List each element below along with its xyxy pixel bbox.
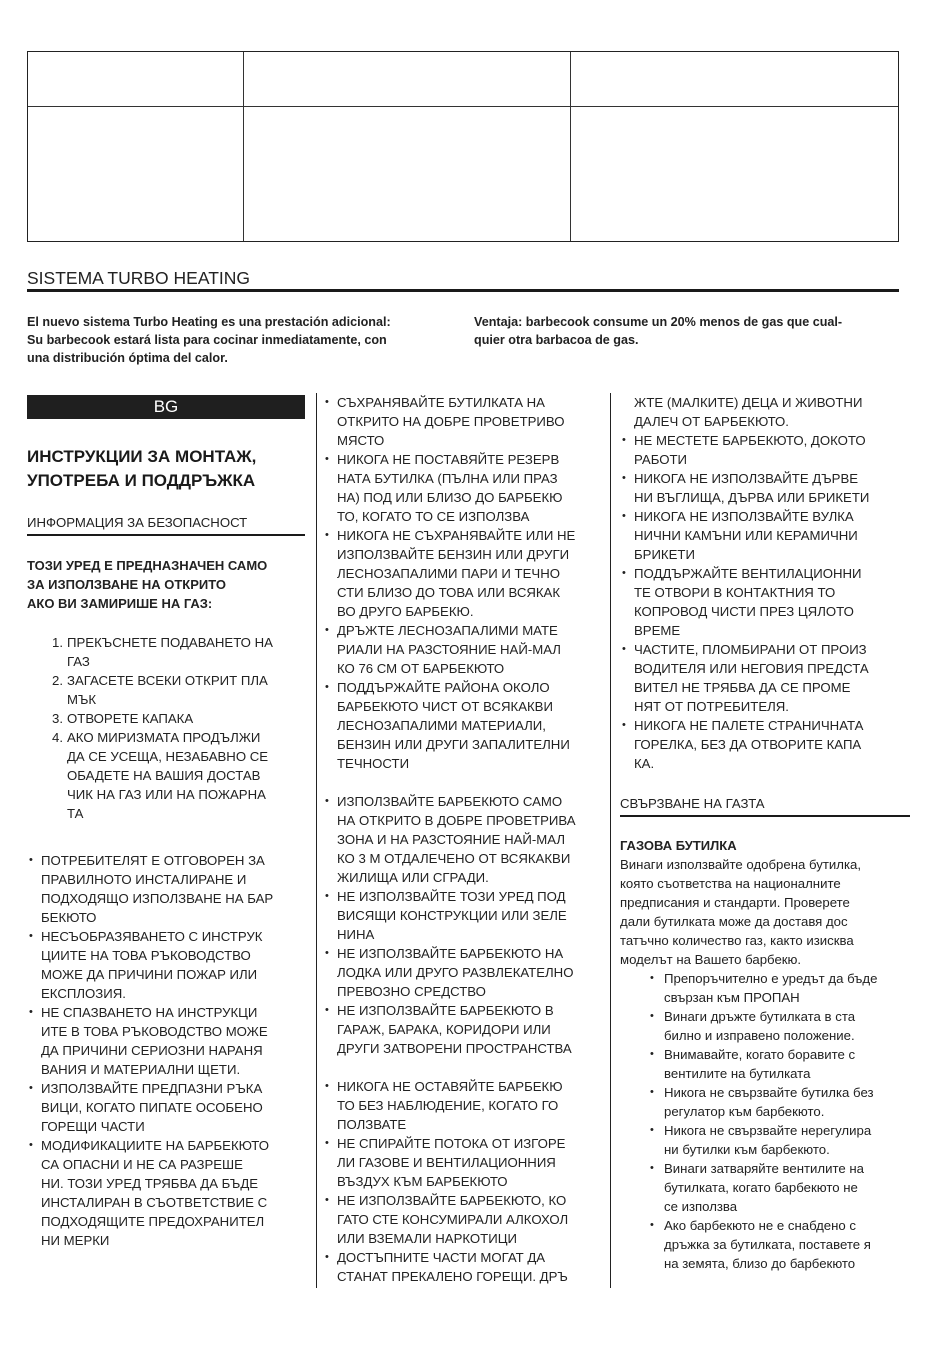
- gas-bottle-heading: ГАЗОВА БУТИЛКА: [620, 838, 737, 853]
- step-text: АКО МИРИЗМАТА ПРОДЪЛЖИ ДА СЕ УСЕЩА, НЕЗАБАВНО СЕ ОБАДЕТЕ НА ВАШИЯ ДОСТАВ ЧИК НА ГАЗ ИЛИ НА ПОЖАРНА ТА: [67, 730, 269, 821]
- step-text: ЗАГАСЕТЕ ВСЕКИ ОТКРИТ ПЛА МЪК: [67, 673, 268, 707]
- section-title-turbo-heating: SISTEMA TURBO HEATING: [27, 268, 250, 288]
- list-item-text: НЕ ИЗПОЛЗВАЙТЕ БАРБЕКЮТО НА ЛОДКА ИЛИ ДРУГО РАЗВЛЕКАТЕЛНО ПРЕВОЗНО СРЕДСТВО: [337, 946, 574, 999]
- list-item-text: НИКОГА НЕ ПАЛЕТЕ СТРАНИЧНАТА ГОРЕЛКА, БЕЗ ДА ОТВОРИТЕ КАПА КА.: [634, 718, 864, 771]
- list-item: [650, 1216, 910, 1273]
- step-text: ОТВОРЕТЕ КАПАКА: [67, 711, 194, 726]
- bullet-icon: •: [325, 1080, 329, 1092]
- bullet-icon: •: [29, 930, 33, 942]
- storage-list: [323, 393, 613, 773]
- step-item: [52, 728, 305, 823]
- bullet-icon: •: [622, 643, 626, 655]
- main-title: ИНСТРУКЦИИ ЗА МОНТАЖ, УПОТРЕБА И ПОДДРЪЖКА: [27, 447, 257, 490]
- list-item: [620, 640, 910, 716]
- bullet-icon: •: [650, 1086, 654, 1098]
- bullet-icon: •: [325, 1137, 329, 1149]
- step-item: [52, 709, 305, 728]
- list-item: [27, 927, 305, 1003]
- location-list: [323, 792, 613, 1058]
- bullet-icon: •: [325, 624, 329, 636]
- list-item-text: Винаги дръжте бутилката в ста билно и изправено положение.: [664, 1009, 856, 1043]
- list-item: [650, 1007, 910, 1045]
- column-2: [316, 393, 613, 1288]
- bullet-icon: •: [325, 396, 329, 408]
- language-badge: BG: [27, 395, 305, 419]
- table-cell: [244, 107, 571, 241]
- list-item: [650, 1159, 910, 1216]
- column-1: [27, 393, 305, 1250]
- bullet-icon: •: [29, 1082, 33, 1094]
- list-item: [323, 1191, 613, 1248]
- step-text: ПРЕКЪСНЕТЕ ПОДАВАНЕТО НА ГАЗ: [67, 635, 273, 669]
- bullet-icon: •: [622, 719, 626, 731]
- list-item: [620, 564, 910, 640]
- list-item-text: ИЗПОЛЗВАЙТЕ БАРБЕКЮТО САМО НА ОТКРИТО В ДОБРЕ ПРОВЕТРИВА ЗОНА И НА РАЗСТОЯНИЕ НАЙ-МАЛ КО 3 М ОТДАЛЕЧЕНО ОТ ВСЯКАКВИ ЖИЛИЩА ИЛИ СГРАДИ.: [337, 794, 576, 885]
- bullet-icon: •: [622, 567, 626, 579]
- list-item-text: НИКОГА НЕ ПОСТАВЯЙТЕ РЕЗЕРВ НАТА БУТИЛКА (ПЪЛНА ИЛИ ПРАЗ НА) ПОД ИЛИ БЛИЗО ДО БАРБЕКЮ ТО, КОГАТО ТО СЕ ИЗПОЛЗВА: [337, 452, 563, 524]
- bullet-icon: •: [650, 1162, 654, 1174]
- list-item-text: Винаги затваряйте вентилите на бутилката, когато барбекюто не се използва: [664, 1161, 864, 1214]
- usage-list: [323, 1077, 613, 1286]
- list-item: [323, 526, 613, 621]
- list-item-text: Препоръчително е уредът да бъде свързан към ПРОПАН: [664, 971, 878, 1005]
- list-item-text: НЕ СПАЗВАНЕТО НА ИНСТРУКЦИ ИТЕ В ТОВА РЪКОВОДСТВО МОЖЕ ДА ПРИЧИНИ СЕРИОЗНИ НАРАНЯ ВАНИЯ И МАТЕРИАЛНИ ЩЕТИ.: [41, 1005, 268, 1077]
- list-item-text: НЕСЪОБРАЗЯВАНЕТО С ИНСТРУК ЦИИТЕ НА ТОВА РЪКОВОДСТВО МОЖЕ ДА ПРИЧИНИ ПОЖАР ИЛИ ЕКСПЛОЗИЯ.: [41, 929, 263, 1001]
- step-item: [52, 671, 305, 709]
- list-item-text: ЧАСТИТЕ, ПЛОМБИРАНИ ОТ ПРОИЗ ВОДИТЕЛЯ ИЛИ НЕГОВИЯ ПРЕДСТА ВИТЕЛ НЕ ТРЯБВА ДА СЕ ПРОМЕ НЯТ ОТ ПОТРЕБИТЕЛЯ.: [634, 642, 869, 714]
- bullet-icon: •: [325, 1194, 329, 1206]
- list-item-text: Никога не свързвайте бутилка без регулатор към барбекюто.: [664, 1085, 874, 1119]
- turbo-intro-right: Ventaja: barbecook consume un 20% menos de gas que cual- quier otra barbacoa de gas.: [474, 315, 843, 347]
- list-item: [650, 1045, 910, 1083]
- operation-list: [620, 431, 910, 773]
- step-number: 2.: [52, 673, 63, 688]
- list-item: [620, 507, 910, 564]
- list-item-text: НИКОГА НЕ ОСТАВЯЙТЕ БАРБЕКЮ ТО БЕЗ НАБЛЮДЕНИЕ, КОГАТО ГО ПОЛЗВАТЕ: [337, 1079, 563, 1132]
- list-item-text: НИКОГА НЕ ИЗПОЛЗВАЙТЕ ВУЛКА НИЧНИ КАМЪНИ ИЛИ КЕРАМИЧНИ БРИКЕТИ: [634, 509, 858, 562]
- list-item: [27, 1079, 305, 1136]
- section-divider: [27, 289, 899, 292]
- bullet-icon: •: [325, 529, 329, 541]
- list-item: [27, 851, 305, 927]
- list-item: [650, 969, 910, 1007]
- list-item: [323, 887, 613, 944]
- list-item: [620, 716, 910, 773]
- list-item-text: ПОТРЕБИТЕЛЯТ Е ОТГОВОРЕН ЗА ПРАВИЛНОТО ИНСТАЛИРАНЕ И ПОДХОДЯЩО ИЗПОЛЗВАНЕ НА БАР БЕКЮТО: [41, 853, 274, 925]
- bullet-icon: •: [622, 434, 626, 446]
- bullet-icon: •: [650, 972, 654, 984]
- bullet-icon: •: [325, 1251, 329, 1263]
- bullet-icon: •: [622, 510, 626, 522]
- list-item: [323, 1134, 613, 1191]
- list-item-text: СЪХРАНЯВАЙТЕ БУТИЛКАТА НА ОТКРИТО НА ДОБРЕ ПРОВЕТРИВО МЯСТО: [337, 395, 565, 448]
- list-item-text: НЕ СПИРАЙТЕ ПОТОКА ОТ ИЗГОРЕ ЛИ ГАЗОВЕ И ВЕНТИЛАЦИОННИЯ ВЪЗДУХ КЪМ БАРБЕКЮТО: [337, 1136, 566, 1189]
- step-number: 3.: [52, 711, 63, 726]
- list-item-continuation: ЖТЕ (МАЛКИТЕ) ДЕЦА И ЖИВОТНИ ДАЛЕЧ ОТ БАРБЕКЮТО.: [634, 395, 863, 429]
- list-item-text: ДОСТЪПНИТЕ ЧАСТИ МОГАТ ДА СТАНАТ ПРЕКАЛЕНО ГОРЕЩИ. ДРЪ: [337, 1250, 568, 1284]
- bullet-icon: •: [29, 854, 33, 866]
- list-item-text: Внимавайте, когато боравите с вентилите на бутилката: [664, 1047, 856, 1081]
- empty-table: [27, 51, 899, 242]
- list-item-text: Ако барбекюто не е снабдено с дръжка за бутилката, поставете я на земята, близо до барбекюто: [664, 1218, 871, 1271]
- list-item-text: ПОДДЪРЖАЙТЕ ВЕНТИЛАЦИОННИ ТЕ ОТВОРИ В КОНТАКТНИЯ ТО КОПРОВОД ЧИСТИ ПРЕЗ ЦЯЛОТО ВРЕМЕ: [634, 566, 862, 638]
- list-item-text: НЕ ИЗПОЛЗВАЙТЕ ТОЗИ УРЕД ПОД ВИСЯЩИ КОНСТРУКЦИИ ИЛИ ЗЕЛЕ НИНА: [337, 889, 567, 942]
- bullet-icon: •: [650, 1010, 654, 1022]
- list-item-text: МОДИФИКАЦИИТЕ НА БАРБЕКЮТО СА ОПАСНИ И НЕ СА РАЗРЕШЕ НИ. ТОЗИ УРЕД ТРЯБВА ДА БЪДЕ ИНСТАЛИРАН В СЪОТВЕТСТВИЕ С ПОДХОДЯЩИТЕ ПРЕДОХРАНИТЕЛ НИ МЕРКИ: [41, 1138, 269, 1248]
- warning-heading: ТОЗИ УРЕД Е ПРЕДНАЗНАЧЕН САМО ЗА ИЗПОЛЗВАНЕ НА ОТКРИТО АКО ВИ ЗАМИРИШЕ НА ГАЗ:: [27, 558, 268, 611]
- list-item: [323, 678, 613, 773]
- list-item: [323, 1001, 613, 1058]
- bullet-icon: •: [650, 1048, 654, 1060]
- bullet-icon: •: [650, 1219, 654, 1231]
- step-number: 4.: [52, 730, 63, 745]
- list-item-text: НЕ МЕСТЕТЕ БАРБЕКЮТО, ДОКОТО РАБОТИ: [634, 433, 866, 467]
- list-item: [323, 1077, 613, 1134]
- list-item-text: НЕ ИЗПОЛЗВАЙТЕ БАРБЕКЮТО, КО ГАТО СТЕ КОНСУМИРАЛИ АЛКОХОЛ ИЛИ ВЗЕМАЛИ НАРКОТИЦИ: [337, 1193, 569, 1246]
- list-item: [620, 431, 910, 469]
- list-item-text: ПОДДЪРЖАЙТЕ РАЙОНА ОКОЛО БАРБЕКЮТО ЧИСТ ОТ ВСЯКАКВИ ЛЕСНОЗАПАЛИМИ МАТЕРИАЛИ, БЕНЗИН ИЛИ ДРУГИ ЗАПАЛИТЕЛНИ ТЕЧНОСТИ: [337, 680, 570, 771]
- gas-connection-heading: СВЪРЗВАНЕ НА ГАЗТА: [620, 794, 910, 817]
- gas-bottle-list: [620, 969, 910, 1273]
- column-3: [610, 393, 910, 1288]
- list-item-text: НИКОГА НЕ ИЗПОЛЗВАЙТЕ ДЪРВЕ НИ ВЪГЛИЩА, ДЪРВА ИЛИ БРИКЕТИ: [634, 471, 870, 505]
- bullet-icon: •: [325, 890, 329, 902]
- table-cell: [244, 52, 571, 107]
- list-item-text: ИЗПОЛЗВАЙТЕ ПРЕДПАЗНИ РЪКА ВИЦИ, КОГАТО ПИПАТЕ ОСОБЕНО ГОРЕЩИ ЧАСТИ: [41, 1081, 263, 1134]
- list-item: [323, 1248, 613, 1286]
- list-item: [650, 1121, 910, 1159]
- bullet-icon: •: [29, 1139, 33, 1151]
- list-item: [27, 1003, 305, 1079]
- bullet-icon: •: [325, 453, 329, 465]
- list-item: [323, 792, 613, 887]
- bullet-icon: •: [622, 472, 626, 484]
- list-item-text: НИКОГА НЕ СЪХРАНЯВАЙТЕ ИЛИ НЕ ИЗПОЛЗВАЙТЕ БЕНЗИН ИЛИ ДРУГИ ЛЕСНОЗАПАЛИМИ ПАРИ И ТЕЧНО СТИ БЛИЗО ДО ТОВА ИЛИ ВСЯКАК ВО ДРУГО БАРБЕКЮ.: [337, 528, 576, 619]
- list-item: [323, 450, 613, 526]
- list-item: [323, 944, 613, 1001]
- step-number: 1.: [52, 635, 63, 650]
- table-cell: [571, 52, 898, 107]
- list-item-text: ДРЪЖТЕ ЛЕСНОЗАПАЛИМИ МАТЕ РИАЛИ НА РАЗСТОЯНИЕ НАЙ-МАЛ КО 76 СМ ОТ БАРБЕКЮТО: [337, 623, 561, 676]
- list-item: [620, 469, 910, 507]
- bullet-icon: •: [325, 947, 329, 959]
- list-item: [323, 621, 613, 678]
- gas-smell-steps: [27, 633, 305, 823]
- table-cell: [28, 52, 244, 107]
- list-item-text: НЕ ИЗПОЛЗВАЙТЕ БАРБЕКЮТО В ГАРАЖ, БАРАКА, КОРИДОРИ ИЛИ ДРУГИ ЗАТВОРЕНИ ПРОСТРАНСТВА: [337, 1003, 572, 1056]
- bullet-icon: •: [325, 681, 329, 693]
- step-item: [52, 633, 305, 671]
- responsibility-list: [27, 851, 305, 1250]
- list-item-text: Никога не свързвайте нерегулира ни бутилки към барбекюто.: [664, 1123, 872, 1157]
- table-cell: [28, 107, 244, 241]
- list-item: [323, 393, 613, 450]
- list-item: [27, 1136, 305, 1250]
- turbo-intro-left: El nuevo sistema Turbo Heating es una prestación adicional: Su barbecook estará lista para cocinar inmediatamente, con una distribución óptima del calor.: [27, 315, 391, 365]
- bullet-icon: •: [325, 795, 329, 807]
- bullet-icon: •: [29, 1006, 33, 1018]
- gas-bottle-body: Винаги използвайте одобрена бутилка, която съответства на националните предписания и стандарти. Проверете дали бутилката може да доставя дос татъчно количество газ, както изисква моделът на Вашето барбекю.: [620, 857, 861, 967]
- table-cell: [571, 107, 898, 241]
- list-item: [650, 1083, 910, 1121]
- bullet-icon: •: [325, 1004, 329, 1016]
- safety-heading: ИНФОРМАЦИЯ ЗА БЕЗОПАСНОСТ: [27, 513, 305, 536]
- bullet-icon: •: [650, 1124, 654, 1136]
